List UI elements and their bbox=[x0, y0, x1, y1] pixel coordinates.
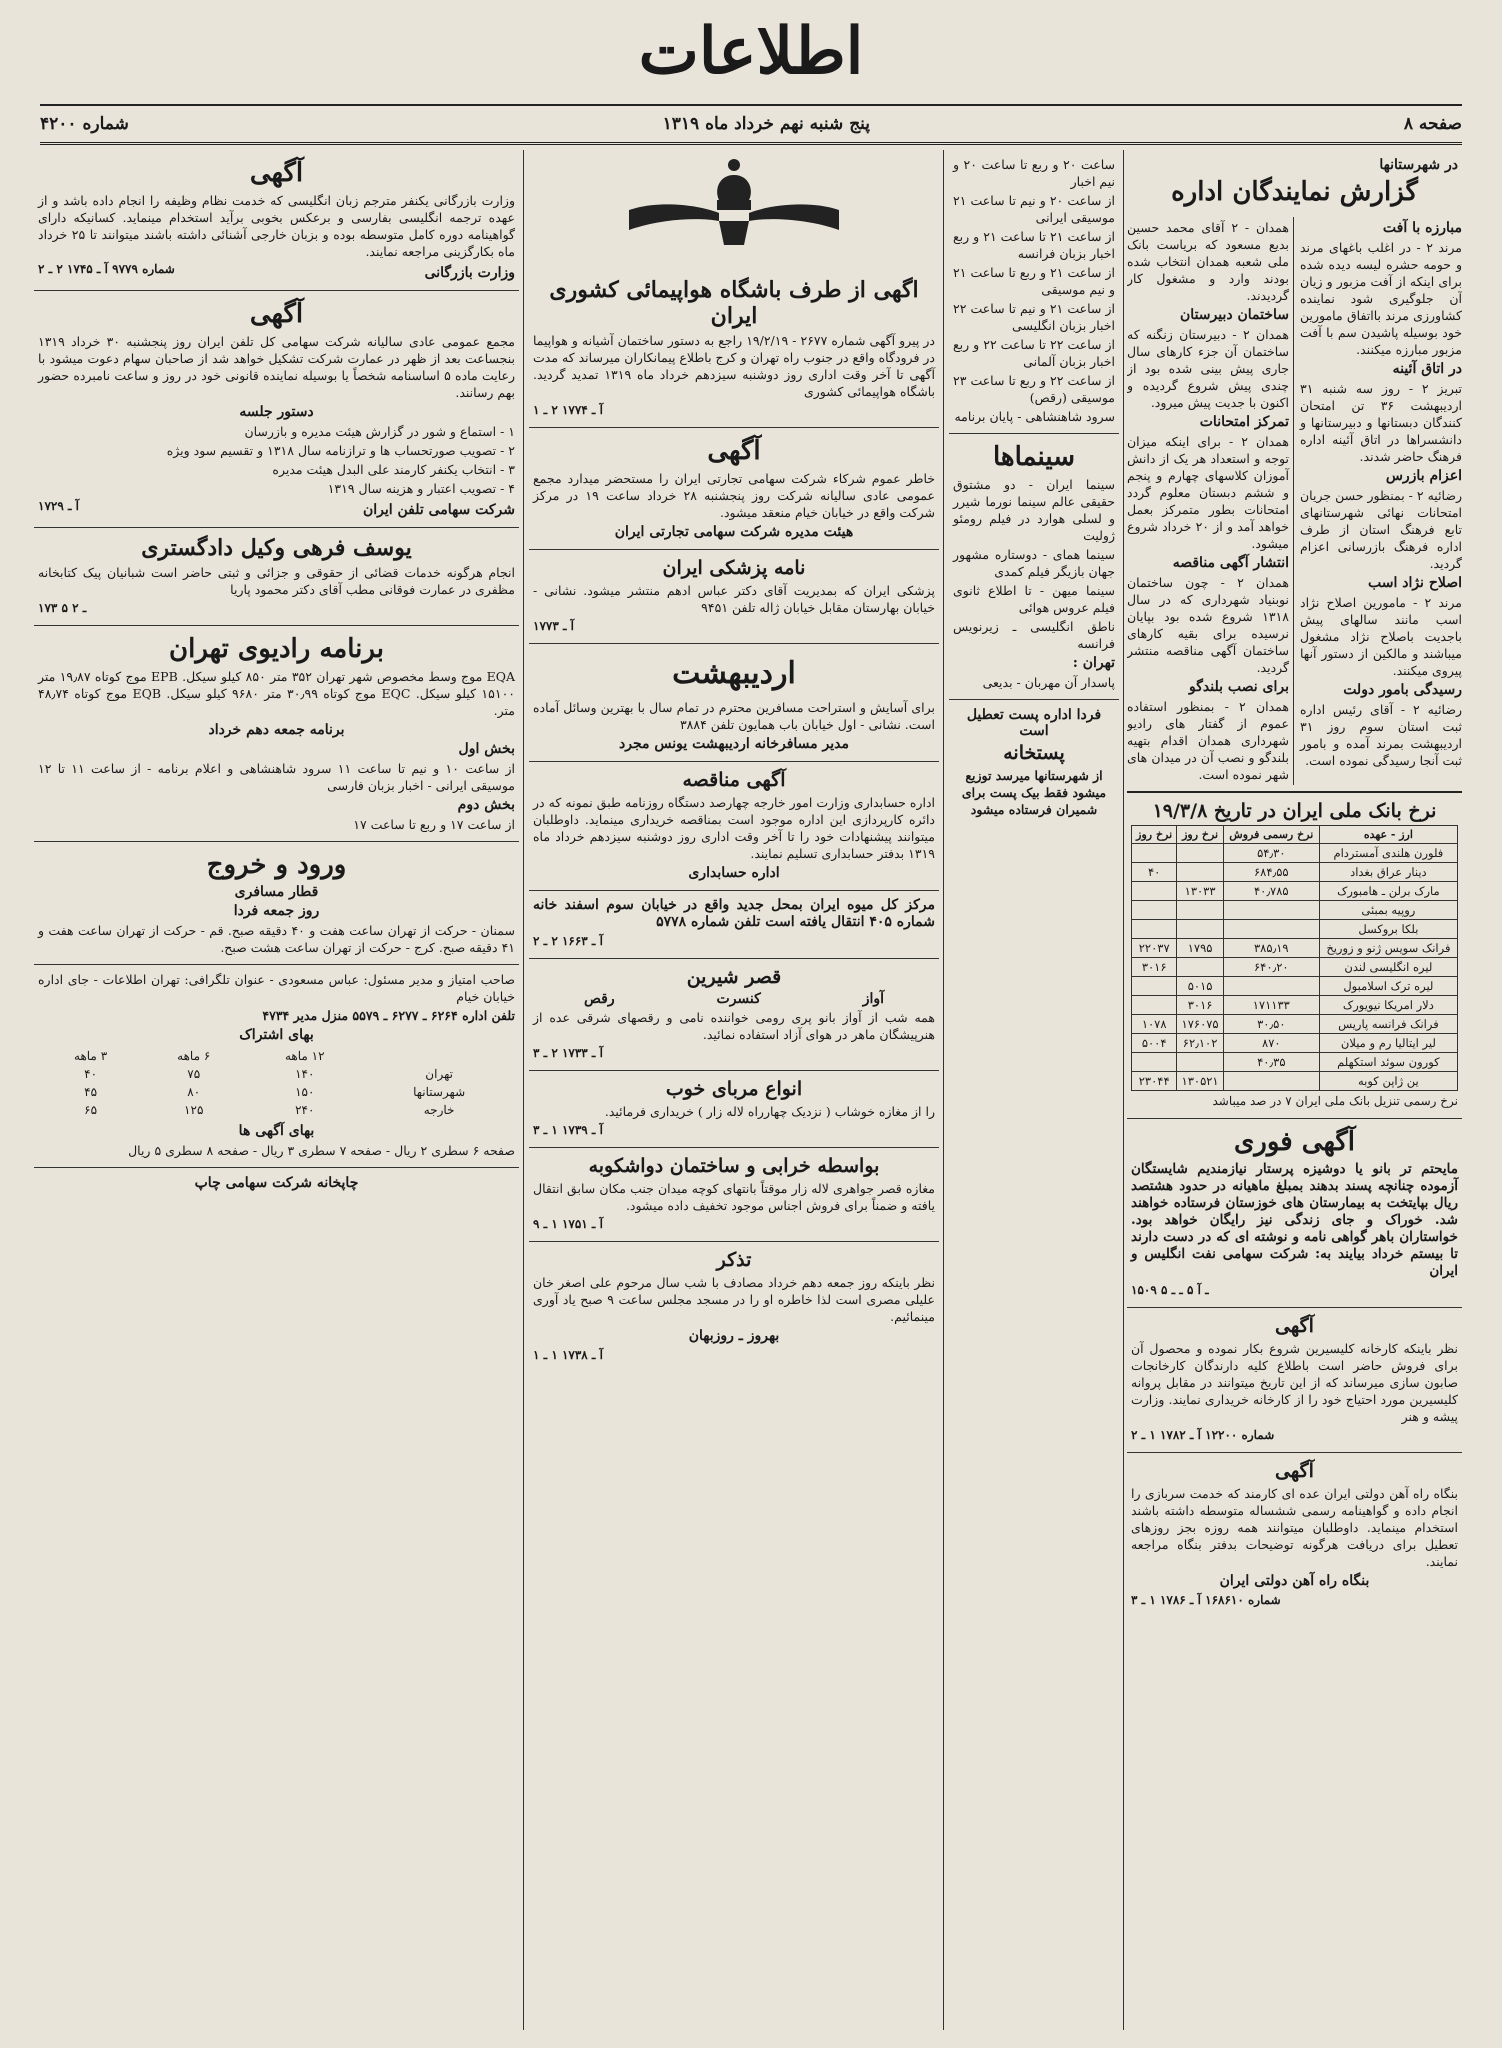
provinces-subcol-right bbox=[1300, 217, 1462, 785]
fx-rates bbox=[1127, 791, 1462, 1119]
fx-cell bbox=[1132, 1053, 1177, 1072]
cinema-item: سینما میهن - تا اطلاع ثانوی فیلم عروس هوائی bbox=[953, 583, 1115, 615]
fx-cell: ۲۲۰۳۷ bbox=[1132, 939, 1177, 958]
ad-code: شماره ۱۶۸۶۱۰ آ ـ ۱۷۸۶ ۱ ـ ۳ bbox=[1131, 1593, 1281, 1607]
fx-cell: فلورن هلندی آمستردام bbox=[1319, 844, 1457, 863]
fx-cell: ین ژاپن کوبه bbox=[1319, 1072, 1457, 1091]
ad-translator bbox=[34, 150, 519, 291]
subscription-header: ۳ ماهه bbox=[74, 1049, 108, 1063]
ad-code: شماره ۹۷۷۹ آ ـ ۱۷۴۵ ۲ ـ ۲ bbox=[38, 262, 175, 276]
train-title: قطار مسافری bbox=[234, 884, 319, 900]
article-title: مبارزه با آفت bbox=[1382, 220, 1462, 236]
headline: گزارش نمایندگان اداره bbox=[1171, 177, 1418, 207]
faravahar-emblem bbox=[529, 150, 939, 270]
agenda-item: ۱ - استماع و شور در گزارش هیئت مدیره و بازرسان bbox=[244, 424, 515, 439]
column-rule bbox=[943, 150, 944, 2030]
fx-row bbox=[1132, 844, 1458, 863]
subscription-cell: ۱۵۰ bbox=[295, 1085, 315, 1099]
fx-row bbox=[1132, 882, 1458, 901]
ad-title: بواسطه خرابی و ساختمان دواشکوبه bbox=[588, 1155, 880, 1177]
radio-part: بخش اول bbox=[458, 741, 515, 757]
page-number: صفحه ۸ bbox=[1403, 114, 1462, 134]
article-title: تمرکز امتحانات bbox=[1199, 414, 1289, 430]
radio-title: برنامه رادیوی تهران bbox=[169, 634, 384, 664]
ad-title: آگهی bbox=[1275, 1315, 1314, 1337]
ad-title: آگهی bbox=[1275, 1460, 1314, 1482]
radio-text: از ساعت ۱۷ و ربع تا ساعت ۱۷ bbox=[353, 817, 515, 832]
ad-palace bbox=[529, 959, 939, 1071]
emblem-icon bbox=[619, 155, 849, 265]
fx-row bbox=[1132, 958, 1458, 977]
article-title: ساختمان دبیرستان bbox=[1180, 307, 1289, 323]
radio-item: از ساعت ۲۱ تا ساعت ۲۱ و ربع اخبار بزبان فرانسه bbox=[953, 229, 1115, 261]
article-text: تبریز ۲ - روز سه شنبه ۳۱ اردیبهشت ۳۶ تن امتحان کنندگان دبستانها و دبیرستانها و دانشسراها در اتاق آئینه اداره فرهنگ حاضر شدند. bbox=[1300, 381, 1462, 464]
fx-cell: ۵۴٫۳۰ bbox=[1223, 844, 1319, 863]
ad-sign: وزارت بازرگانی bbox=[424, 265, 515, 281]
ad-title: نامه پزشکی ایران bbox=[662, 557, 806, 579]
article-title: برای نصب بلندگو bbox=[1188, 679, 1289, 695]
fx-cell: ۳۰۱۶ bbox=[1132, 958, 1177, 977]
ad-code: آ ـ ۱۷۳۳ ۲ ـ ۳ bbox=[533, 1046, 603, 1060]
ad-text: نظر باینکه روز جمعه دهم خرداد مصادف با شب سال مرحوم علی اصغر خان علیلی مصری است لذا خاطره او را در مسجد مجلس ساعت ۹ صبح یاد آوری مینمائیم. bbox=[533, 1275, 936, 1324]
ad-text: مغازه قصر جواهری لاله زار موقتاً بانتهای کوچه میدان جنب مکان سابق انتقال یافته و ضمناً برای فروش اجناس موجود تخفیف داده میشود. bbox=[533, 1181, 935, 1213]
fx-cell bbox=[1223, 920, 1319, 939]
fx-cell: ۶۲٫۱۰۲ bbox=[1177, 1034, 1223, 1053]
ad-title: انواع مربای خوب bbox=[665, 1078, 803, 1100]
column-rule bbox=[1123, 150, 1124, 2030]
ad-tender bbox=[529, 762, 939, 891]
article-text: رضائیه ۲ - بمنظور حسن جریان امتحانات نهائی شهرستانهای تابع فرهنگ استان از طرف اداره فرهنگ بازرسانی اعزام گردید. bbox=[1300, 488, 1462, 571]
ad-code: آ ـ ۱۷۳۸ ۱ ـ ۱ bbox=[533, 1348, 603, 1362]
radio-text: EQA موج وسط مخصوص شهر تهران ۳۵۲ متر ۸۵۰ کیلو سیکل. EPB موج کوتاه ۱۹٫۸۷ متر ۱۵۱۰۰ کیلو سیکل. EQC موج کوتاه ۳۰٫۹۹ متر ۹۶۸۰ کیلو سیکل. EQB موج کوتاه ۴۸٫۷۴ متر. bbox=[38, 669, 516, 718]
fx-cell: ۵۰۱۵ bbox=[1177, 977, 1223, 996]
fx-cell: ۴۰ bbox=[1132, 863, 1177, 882]
ad-title: اگهی از طرف باشگاه هواپیمائی کشوری ایران bbox=[549, 277, 919, 329]
radio-part: بخش دوم bbox=[457, 797, 515, 813]
fx-cell bbox=[1177, 863, 1223, 882]
ad-text: بنگاه راه آهن دولتی ایران عده ای کارمند که خدمت سربازی را انجام داده و گواهینامه رسمی ششساله متوسطه داشته باشند استخدام مینماید. داوطلبان میتوانند همه روزه بجز روزهای تعطیل برای دریافت هرگونه توضیحات بدفتر بنگاه مراجعه نمایند. bbox=[1131, 1486, 1458, 1569]
fx-footnote: نرخ رسمی تنزیل بانک ملی ایران ۷ در صد میباشد bbox=[1212, 1094, 1458, 1108]
subscription-cell: ۶۵ bbox=[84, 1103, 98, 1117]
fx-cell bbox=[1132, 996, 1177, 1015]
ad-sign: شرکت سهامی تلفن ایران bbox=[362, 502, 515, 518]
fx-table bbox=[1131, 825, 1458, 1091]
radio-item: از ساعت ۲۱ و نیم تا ساعت ۲۲ اخبار بزبان انگلیسی bbox=[953, 301, 1115, 333]
subscription-cell: ۷۵ bbox=[187, 1067, 201, 1081]
fx-cell bbox=[1223, 1072, 1319, 1091]
ad-text: خاطر عموم شرکاء شرکت سهامی تجارتی ایران را مستحضر میدارد مجمع عمومی عادی سالیانه شرکت روز پنجشنبه ۲۸ خرداد ساعت ۱۹ در مرکز شرکت واقع در خیابان خیام منعقد میشود. bbox=[533, 471, 935, 520]
ad-code: آ ـ ۱۶۶۳ ۲ ـ ۲ bbox=[533, 934, 603, 948]
agenda-item: ۳ - انتخاب یکنفر کارمند علی البدل هیئت مدیره bbox=[272, 462, 515, 477]
palace-label: رقص bbox=[583, 991, 615, 1007]
fx-cell bbox=[1177, 958, 1223, 977]
radio-item: سرود شاهنشاهی - پایان برنامه bbox=[954, 409, 1115, 424]
agenda-list bbox=[38, 423, 515, 497]
fx-cell: ۱۷۱۱۳۳ bbox=[1223, 996, 1319, 1015]
article-text: مرند ۲ - مامورین اصلاح نژاد اسب مانند سالهای پیش باجدیت باصلاح نژاد مشغول میباشند و مالکین از دستور آنها پیروی میکنند. bbox=[1300, 595, 1462, 678]
ad-sign: هیئت مدیره شرکت سهامی تجارتی ایران bbox=[614, 524, 854, 540]
fx-cell: دلار امریکا نیویورک bbox=[1319, 996, 1457, 1015]
fx-row bbox=[1132, 1034, 1458, 1053]
article-text: همدان - ۲ آقای محمد حسین بدیع مسعود که بریاست بانک ملی شعبه همدان انتخاب شده بودند وارد و مشغول کار گردیدند. bbox=[1127, 220, 1290, 303]
section-label: در شهرستانها bbox=[1379, 157, 1458, 173]
subscription-cell: ۲۴۰ bbox=[295, 1103, 315, 1117]
fx-cell: دینار عراق بغداد bbox=[1319, 863, 1457, 882]
ad-railway bbox=[1127, 1453, 1462, 1617]
palace-label: کنسرت bbox=[716, 991, 761, 1007]
radio-text: از ساعت ۱۰ و نیم تا ساعت ۱۱ سرود شاهنشاهی و اعلام برنامه - از ساعت ۱۱ تا ۱۲ موسیقی ایرانی - اخبار بزبان فارسی bbox=[38, 761, 516, 793]
ad-shop-move bbox=[529, 1148, 939, 1242]
ad-text: پزشکی ایران که بمدیریت آقای دکتر عباس ادهم منتشر میشود. نشانی - خیابان بهارستان مقابل خیابان ژاله تلفن ۹۴۵۱ bbox=[533, 583, 935, 615]
fx-cell bbox=[1177, 1053, 1223, 1072]
fx-cell: ۸۷۰ bbox=[1223, 1034, 1319, 1053]
article-text: مرند ۲ - در اغلب باغهای مرند و حومه حشره لیسه دیده شده برای اینکه از آفت مزبور و زیان آن جلوگیری شود نماینده کشاورزی مرند بااتفاق مامورین خود بوسیله پاشیدن سم با آفت مزبور مبارزه میکنند. bbox=[1300, 240, 1462, 357]
post-text: از شهرستانها میرسد توزیع میشود فقط بیک پست برای شمیران فرستاده میشود bbox=[961, 768, 1107, 817]
ad-lawyer bbox=[34, 528, 519, 626]
ad-title: آگهی bbox=[707, 436, 761, 466]
subscription-header: ۶ ماهه bbox=[177, 1049, 211, 1063]
provinces-subcol-left bbox=[1127, 217, 1294, 785]
fx-cell: لیره ترک اسلامبول bbox=[1319, 977, 1457, 996]
issue-date: پنج شنبه نهم خرداد ماه ۱۳۱۹ bbox=[662, 114, 871, 134]
ad-glycerin bbox=[1127, 1308, 1462, 1453]
ad-text: همه شب از آواز بانو پری رومی خواننده نامی و رقصهای شرقی عده از هنرپیشگان ماهر در هوای آزاد استفاده نمائید. bbox=[533, 1010, 935, 1042]
cinema-item: سینما ایران - دو مشتوق حقیقی عالم سینما نورما شیرر و لسلی هوارد در فیلم رومئو ژولیت bbox=[953, 477, 1115, 543]
column-ads-center bbox=[529, 150, 939, 2030]
ad-title: اردیبهشت bbox=[672, 656, 796, 691]
ad-title: قصر شیرین bbox=[686, 966, 782, 988]
article-title: رسیدگی بامور دولت bbox=[1343, 682, 1462, 698]
radio-item: ساعت ۲۰ و ربع تا ساعت ۲۰ و نیم اخبار bbox=[953, 157, 1115, 189]
agenda-item: ۲ - تصویب صورتحساب ها و ترازنامه سال ۱۳۱۸ و تقسیم سود ویژه bbox=[166, 443, 515, 458]
ad-telephone-company bbox=[34, 291, 519, 528]
ad-jam bbox=[529, 1071, 939, 1148]
ad-title: آگهی مناقصه bbox=[682, 769, 786, 791]
ad-text: برای آسایش و استراحت مسافرین محترم در تمام سال با بهترین وسائل آماده است. نشانی - اول خیابان باب همایون تلفن ۳۸۸۴ bbox=[533, 700, 935, 732]
fx-row bbox=[1132, 901, 1458, 920]
publisher-info bbox=[34, 965, 519, 1168]
subscription-cell: شهرستانها bbox=[413, 1085, 466, 1099]
fx-row bbox=[1132, 920, 1458, 939]
post-title: پستخانه bbox=[1003, 742, 1065, 764]
article-title: انتشار آگهی مناقصه bbox=[1172, 555, 1289, 571]
cinema-item: ناطق انگلیسی ـ زیرنویس فرانسه bbox=[953, 619, 1115, 651]
closing-note: فردا اداره پست تعطیل است bbox=[966, 707, 1102, 739]
fx-row bbox=[1132, 863, 1458, 882]
column-provinces bbox=[1127, 150, 1462, 2030]
travel-schedule bbox=[34, 842, 519, 965]
masthead: اطلاعات bbox=[638, 14, 864, 89]
ads-price-text: صفحه ۶ سطری ۲ ریال - صفحه ۷ سطری ۳ ریال - صفحه ۸ سطری ۵ ریال bbox=[128, 1143, 515, 1158]
radio-item: از ساعت ۲۲ و ربع تا ساعت ۲۳ موسیقی (رقص) bbox=[953, 373, 1115, 405]
fx-cell bbox=[1132, 920, 1177, 939]
train-text: سمنان - حرکت از تهران ساعت هفت و ۴۰ دقیقه صبح. قم - حرکت از تهران ساعت هفت و ۴۱ دقیقه صبح. کرج - حرکت از تهران ساعت هشت صبح. bbox=[38, 923, 515, 955]
column-rule bbox=[523, 150, 524, 2030]
fx-row bbox=[1132, 1015, 1458, 1034]
fx-cell: ۶۴۰٫۲۰ bbox=[1223, 958, 1319, 977]
ad-text: مایحتم تر بانو یا دوشیزه پرستار نیازمندیم شایستگان آزموده چنانچه پسند بدهند بمبلغ ماهیانه در حدود هشتصد ریال بپایتخت به بیمارستان های خوزستان فرستاده خواهند شد. خوراک و جای زندگی نیز رایگان خواهد بود. خواستاران باهر گواهی نامه و نوشته ای که در دست دارند تا بیستم خرداد بیایند به: شرکت سهامی نفت انگلیس و ایران bbox=[1131, 1161, 1458, 1279]
ad-code: ۱۷۳ ۵ ـ ۲ bbox=[38, 601, 87, 615]
printer-name: چاپخانه شرکت سهامی چاپ bbox=[194, 1175, 359, 1191]
fx-cell: فرانک فرانسه پاریس bbox=[1319, 1015, 1457, 1034]
fx-cell bbox=[1132, 882, 1177, 901]
ad-title: آگهی bbox=[249, 299, 304, 329]
ad-text: مجمع عمومی عادی سالیانه شرکت سهامی کل تلفن ایران روز پنجشنبه ۳۰ خرداد ۱۳۱۹ بنجساعت بعد از ظهر در عمارت شرکت تشکیل خواهد شد از صاحبان سهام دعوت میشود با رعایت ماده ۵ اساسنامه شخصاً یا بوسیله نماینده قانونی خود در روز و ساعت نامبرده حضور بهم رسانند. bbox=[38, 334, 515, 400]
fx-header: ارز - عهده bbox=[1319, 826, 1457, 844]
cinema-title: سینماها bbox=[992, 442, 1076, 472]
fx-cell: ۱۷۶۰۷۵ bbox=[1177, 1015, 1223, 1034]
ad-code: شماره ۱۲۲۰۰ آ ـ ۱۷۸۲ ۱ ـ ۲ bbox=[1131, 1428, 1275, 1442]
subscription-row bbox=[40, 1066, 513, 1082]
tehran-text: پاسدار آن مهربان - بدیعی bbox=[982, 675, 1115, 690]
radio-continued bbox=[949, 150, 1119, 434]
ad-text: انجام هرگونه خدمات قضائی از حقوقی و جزائی و ثبتی حاضر است شبانیان پیک کتابخانه مظفری در عمارت فوقانی مطب آقای دکتر محمود پاریا bbox=[38, 565, 516, 597]
ad-text: اداره حسابداری وزارت امور خارجه چهارصد دستگاه روزنامه طبق نمونه که در دائره کارپردازی این اداره موجود است بمناقصه خریداری مینماید. داوطلبان میتوانند پیشنهادات خود را تا آخر وقت اداری روز دوشنبه سیزدهم خرداد ماه ۱۳۱۹ بدفتر حسابداری تسلیم نمایند. bbox=[533, 795, 935, 861]
ad-code: ۱۵۰۹ ـ آ ۵ ـ ـ ۵ bbox=[1131, 1283, 1209, 1297]
ad-sign: مدیر مسافرخانه اردیبهشت یونس مجرد bbox=[618, 736, 850, 752]
subscription-cell: خارجه bbox=[423, 1103, 455, 1117]
tehran-label: تهران : bbox=[1072, 655, 1115, 671]
subscription-cell: تهران bbox=[425, 1067, 453, 1081]
ad-code: آ ـ ۱۷۵۱ ۱ ـ ۹ bbox=[533, 1217, 603, 1231]
fx-row bbox=[1132, 977, 1458, 996]
fx-cell: روپیه بمبئی bbox=[1319, 901, 1457, 920]
travel-title: ورود و خروج bbox=[206, 850, 347, 880]
cinema-listing bbox=[949, 434, 1119, 700]
fx-cell: ۵۰۰۴ bbox=[1132, 1034, 1177, 1053]
ad-fruit bbox=[529, 891, 939, 959]
ad-code: آ ـ ۱۷۷۳ bbox=[533, 619, 574, 633]
subscription-cell: ۱۴۰ bbox=[295, 1067, 315, 1081]
ad-ordibehesht bbox=[529, 644, 939, 762]
ad-text: مرکز کل میوه ایران بمحل جدید واقع در خیابان سوم اسفند خانه شماره ۴۰۵ انتقال یافته است تلفن شماره ۵۷۷۸ bbox=[533, 897, 935, 930]
dateline bbox=[40, 104, 1462, 145]
fx-cell: ۱۷۹۵ bbox=[1177, 939, 1223, 958]
ad-sign: اداره حسابداری bbox=[688, 865, 780, 881]
subscription-table bbox=[38, 1046, 515, 1120]
subscription-row bbox=[40, 1102, 513, 1118]
fx-cell: لیر ایتالیا رم و میلان bbox=[1319, 1034, 1457, 1053]
subscription-cell: ۱۲۵ bbox=[184, 1103, 204, 1117]
article-text: رضائیه ۲ - آقای رئیس اداره ثبت استان سوم روز ۳۱ اردیبهشت بمرند آمده و بامور ثبت آنجا رسیدگی نموده است. bbox=[1300, 702, 1462, 768]
ad-code: آ ـ ۱۷۳۹ ۱ ـ ۳ bbox=[533, 1123, 603, 1137]
article-text: همدان ۲ - برای اینکه میزان توجه و استعداد هر یک از دانش آموزان کلاسهای چهارم و پنجم و ششم دبستان معلوم گردد امتحانات بطور متمرکز بعمل خواهد آمد و از ۲۰ خرداد شروع میشود. bbox=[1127, 434, 1290, 551]
radio-item: از ساعت ۲۰ و نیم تا ساعت ۲۱ موسیقی ایرانی bbox=[953, 193, 1115, 225]
fx-cell: ۱۳۰۵۲۱ bbox=[1177, 1072, 1223, 1091]
subscription-cell: ۸۰ bbox=[187, 1085, 201, 1099]
article-title: اصلاح نژاد اسب bbox=[1367, 575, 1462, 591]
fx-cell: فرانک سویس ژنو و زوریخ bbox=[1319, 939, 1457, 958]
subscription-cell: ۴۵ bbox=[84, 1085, 98, 1099]
subscription-cell: ۴۰ bbox=[84, 1067, 98, 1081]
fx-cell bbox=[1177, 920, 1223, 939]
ads-price-title: بهای آگهی ها bbox=[238, 1123, 315, 1139]
ad-memorial bbox=[529, 1242, 939, 1372]
ad-sign: بهروز ـ روزبهان bbox=[688, 1328, 780, 1344]
article-text: همدان ۲ - بمنظور استفاده عموم از گفتار های رادیو شهرداری همدان اقدام بتهیه بلندگو و نصب آن در میدان های شهر نموده است. bbox=[1127, 699, 1289, 782]
fx-cell: ۱۰۷۸ bbox=[1132, 1015, 1177, 1034]
fx-cell bbox=[1223, 901, 1319, 920]
ad-urgent bbox=[1127, 1119, 1462, 1308]
ad-code: آ ـ ۱۷۷۴ ۲ ـ ۱ bbox=[533, 403, 603, 417]
article-text: همدان ۲ - چون ساختمان نوبنیاد شهرداری که در سال ۱۳۱۸ شروع شده بود بپایان نرسیده برای بقیه کارهای ساختمان آگهی مناقصه منتشر گردید. bbox=[1127, 575, 1289, 675]
fx-header: نرخ روز bbox=[1177, 826, 1223, 844]
cinema-item: سینما همای - دوستاره مشهور جهان بازیگر فیلم کمدی bbox=[953, 547, 1115, 579]
ad-title: آگهی bbox=[249, 158, 304, 188]
fx-title: نرخ بانک ملی ایران در تاریخ ۱۹/۳/۸ bbox=[1152, 800, 1437, 822]
fx-header: نرخ روز bbox=[1132, 826, 1177, 844]
ad-text: نظر باینکه کارخانه کلیسیرین شروع بکار نموده و محصول آن برای فروش حاضر است باطلاع کلیه دارندگان کارخانجات صابون سازی میرساند که از این تاریخ میتوانند در مقابل پروانه کلیسیرین مورد احتیاج خود را از کارخانه خریداری نمایند. وزارت پیشه و هنر bbox=[1131, 1341, 1458, 1424]
article-title: در اتاق آئینه bbox=[1392, 361, 1462, 377]
owner-text: صاحب امتیاز و مدیر مسئول: عباس مسعودی - عنوان تلگرافی: تهران اطلاعات - جای اداره خیابان خیام bbox=[38, 972, 515, 1004]
fx-cell: ۱۳۰۳۳ bbox=[1177, 882, 1223, 901]
fx-cell: کورون سوئد استکهلم bbox=[1319, 1053, 1457, 1072]
fx-cell: ۳۰۱۶ bbox=[1177, 996, 1223, 1015]
ad-text: وزارت بازرگانی یکنفر مترجم زبان انگلیسی که خدمت نظام وظیفه را انجام داده باشد و از عهده ترجمه انگلیسی بفارسی و برعکس بخوبی برآید استخدام مینماید. کسانیکه دارای گواهینامه دوره کامل متوسطه بوده و بزبان خارجی آشنائی داشته باشند میتوانند تا ۲۵ خرداد ماه بکارگزینی مراجعه نمایند. bbox=[38, 193, 515, 259]
ad-title: یوسف فرهی وکیل دادگستری bbox=[141, 535, 412, 561]
ad-code: آ ـ ۱۷۲۹ bbox=[38, 499, 79, 513]
palace-label: آواز bbox=[862, 991, 885, 1007]
radio-item: از ساعت ۲۱ و ربع تا ساعت ۲۱ و نیم موسیقی bbox=[953, 265, 1115, 297]
subscription-title: بهای اشتراک bbox=[239, 1027, 314, 1043]
ad-medical-journal bbox=[529, 550, 939, 644]
ad-title: آگهی فوری bbox=[1233, 1127, 1356, 1157]
fx-cell: لیره انگلیسی لندن bbox=[1319, 958, 1457, 977]
fx-cell bbox=[1132, 901, 1177, 920]
radio-program bbox=[34, 626, 519, 842]
post-notice bbox=[949, 700, 1119, 826]
column-cinema bbox=[949, 150, 1119, 2030]
ad-aviation bbox=[529, 270, 939, 428]
fx-header: نرخ رسمی فروش bbox=[1223, 826, 1319, 844]
fx-cell: بلکا بروکسل bbox=[1319, 920, 1457, 939]
fx-cell: ۴۰٫۳۵ bbox=[1223, 1053, 1319, 1072]
fx-cell bbox=[1177, 901, 1223, 920]
radio-day: برنامه جمعه دهم خرداد bbox=[208, 722, 345, 738]
fx-row bbox=[1132, 996, 1458, 1015]
fx-row bbox=[1132, 1053, 1458, 1072]
fx-cell: ۶۸۴٫۵۵ bbox=[1223, 863, 1319, 882]
ad-title: تذکر bbox=[716, 1249, 752, 1271]
fx-cell: ۲۳۰۴۴ bbox=[1132, 1072, 1177, 1091]
radio-item: از ساعت ۲۲ تا ساعت ۲۲ و ربع اخبار بزبان آلمانی bbox=[953, 337, 1115, 369]
palace-labels bbox=[533, 991, 935, 1007]
ad-sign: بنگاه راه آهن دولتی ایران bbox=[1219, 1573, 1370, 1589]
fx-cell bbox=[1223, 977, 1319, 996]
fx-cell: مارک برلن ـ هامبورک bbox=[1319, 882, 1457, 901]
article-title: اعزام بازرس bbox=[1385, 468, 1462, 484]
fx-cell bbox=[1132, 977, 1177, 996]
ad-text: را از مغازه خوشاب ( نزدیک چهارراه لاله زار ) خریداری فرمائید. bbox=[604, 1104, 935, 1119]
subscription-header bbox=[365, 1048, 513, 1064]
fx-row bbox=[1132, 1072, 1458, 1091]
phone-numbers: تلفن اداره ۶۲۶۴ ـ ۶۲۷۷ ـ ۵۵۷۹ منزل مدیر ۴۷۳۴ bbox=[262, 1008, 515, 1023]
agenda-title: دستور جلسه bbox=[239, 404, 314, 420]
fx-row bbox=[1132, 939, 1458, 958]
issue-number: شماره ۴۲۰۰ bbox=[40, 114, 129, 134]
subscription-header: ۱۲ ماهه bbox=[284, 1049, 325, 1063]
fx-cell: ۴۰٫۷۸۵ bbox=[1223, 882, 1319, 901]
train-subtitle: روز جمعه فردا bbox=[233, 903, 320, 919]
fx-cell: ۳۰٫۵۰ bbox=[1223, 1015, 1319, 1034]
subscription-row bbox=[40, 1084, 513, 1100]
fx-cell bbox=[1177, 844, 1223, 863]
agenda-item: ۴ - تصویب اعتبار و هزینه سال ۱۳۱۹ bbox=[327, 481, 515, 496]
fx-cell: ۳۸۵٫۱۹ bbox=[1223, 939, 1319, 958]
fx-cell bbox=[1132, 844, 1177, 863]
ad-text: در پیرو آگهی شماره ۲۶۷۷ - ۱۹/۲/۱۹ راجع به دستور ساختمان آشیانه و هواپیما در فرودگاه واقع در جنوب راه تهران و کرج باطلاع پیمانکاران میرساند که مدت آگهی تا آخر وقت اداری روز دوشنبه سیزدهم خرداد ماه ۱۳۱۹ تمدید گردید. باشگاه هواپیمائی کشوری bbox=[533, 333, 935, 399]
ad-shareholders bbox=[529, 428, 939, 550]
column-left bbox=[34, 150, 519, 2030]
article-text: همدان ۲ - دبیرستان زنگنه که ساختمان آن جزء کارهای سال جاری پیش بینی شده بود از چندی پیش شروع گردیده و اکنون با جدیت پیش میرود. bbox=[1127, 327, 1289, 410]
